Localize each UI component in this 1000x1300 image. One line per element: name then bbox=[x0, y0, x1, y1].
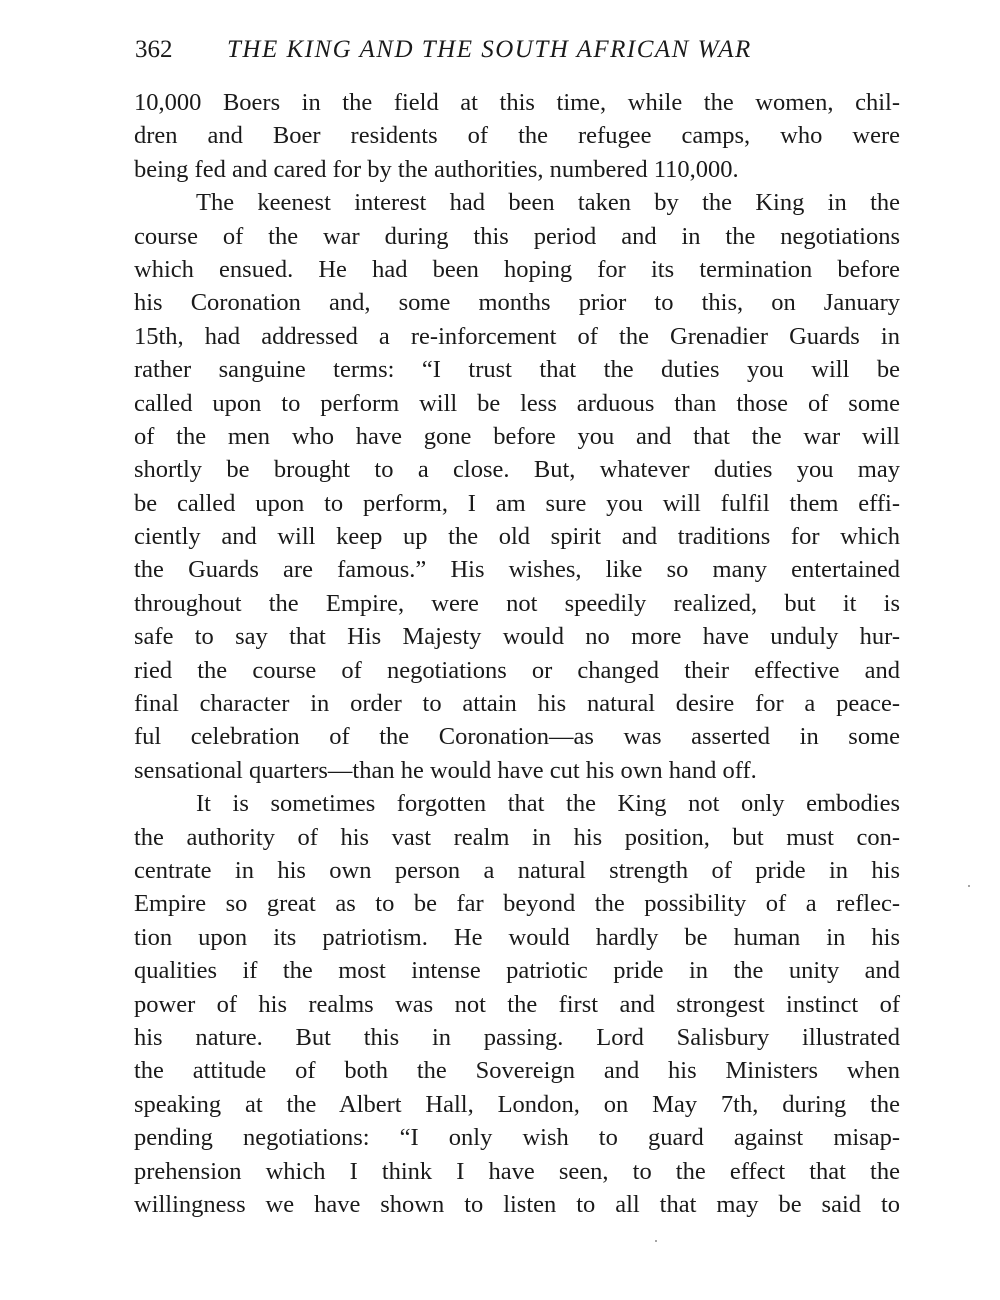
text-line: ciently and will keep up the old spirit and traditions for which bbox=[134, 523, 900, 551]
scan-speck bbox=[968, 885, 970, 887]
text-line: his Coronation and, some months prior to this, on January bbox=[134, 289, 900, 317]
text-line: power of his realms was not the first and strongest instinct of bbox=[134, 990, 900, 1018]
text-line: of the men who have gone before you and that the war will bbox=[134, 422, 900, 450]
text-line: final character in order to attain his natural desire for a peace- bbox=[134, 690, 900, 718]
text-line: willingness we have shown to listen to all that may be said to bbox=[134, 1190, 900, 1218]
text-line: sensational quarters—than he would have cut his own hand off. bbox=[134, 756, 757, 784]
body-text bbox=[134, 86, 900, 1221]
paragraph-start-line: The keenest interest had been taken by the King in the bbox=[196, 189, 900, 217]
text-line: qualities if the most intense patriotic pride in the unity and bbox=[134, 957, 900, 985]
text-line: Empire so great as to be far beyond the possibility of a reflec- bbox=[134, 890, 900, 918]
text-line: be called upon to perform, I am sure you will fulfil them effi- bbox=[134, 489, 900, 517]
text-line: tion upon its patriotism. He would hardly be human in his bbox=[134, 923, 900, 951]
text-line: the attitude of both the Sovereign and his Ministers when bbox=[134, 1057, 900, 1085]
text-line: which ensued. He had been hoping for its termination before bbox=[134, 255, 900, 283]
running-title: THE KING AND THE SOUTH AFRICAN WAR bbox=[227, 36, 752, 63]
text-line: called upon to perform will be less arduous than those of some bbox=[134, 389, 900, 417]
text-line: shortly be brought to a close. But, whatever duties you may bbox=[134, 456, 900, 484]
text-line: ried the course of negotiations or changed their effective and bbox=[134, 656, 900, 684]
running-head bbox=[135, 32, 905, 68]
text-line: throughout the Empire, were not speedily realized, but it is bbox=[134, 589, 900, 617]
text-line: 10,000 Boers in the field at this time, while the women, chil- bbox=[134, 89, 900, 116]
text-line: 15th, had addressed a re-inforcement of the Grenadier Guards in bbox=[134, 322, 900, 350]
text-line: safe to say that His Majesty would no more have unduly hur- bbox=[134, 623, 900, 651]
text-line: speaking at the Albert Hall, London, on May 7th, during the bbox=[134, 1090, 900, 1118]
paragraph-start-line: It is sometimes forgotten that the King not only embodies bbox=[196, 790, 900, 818]
text-line: dren and Boer residents of the refugee camps, who were bbox=[134, 122, 900, 150]
text-line: being fed and cared for by the authorities, numbered 110,000. bbox=[134, 155, 739, 183]
page-number: 362 bbox=[135, 36, 173, 63]
text-line: rather sanguine terms: “I trust that the duties you will be bbox=[134, 356, 900, 384]
text-line: ful celebration of the Coronation—as was asserted in some bbox=[134, 723, 900, 751]
text-line: the authority of his vast realm in his position, but must con- bbox=[134, 823, 900, 851]
text-line: prehension which I think I have seen, to the effect that the bbox=[134, 1157, 900, 1185]
text-line: course of the war during this period and in the negotiations bbox=[134, 222, 900, 250]
scan-speck bbox=[655, 1240, 657, 1242]
text-line: his nature. But this in passing. Lord Salisbury illustrated bbox=[134, 1023, 900, 1051]
text-line: the Guards are famous.” His wishes, like so many entertained bbox=[134, 556, 900, 584]
text-line: pending negotiations: “I only wish to guard against misap- bbox=[134, 1124, 900, 1152]
text-line: centrate in his own person a natural strength of pride in his bbox=[134, 856, 900, 884]
